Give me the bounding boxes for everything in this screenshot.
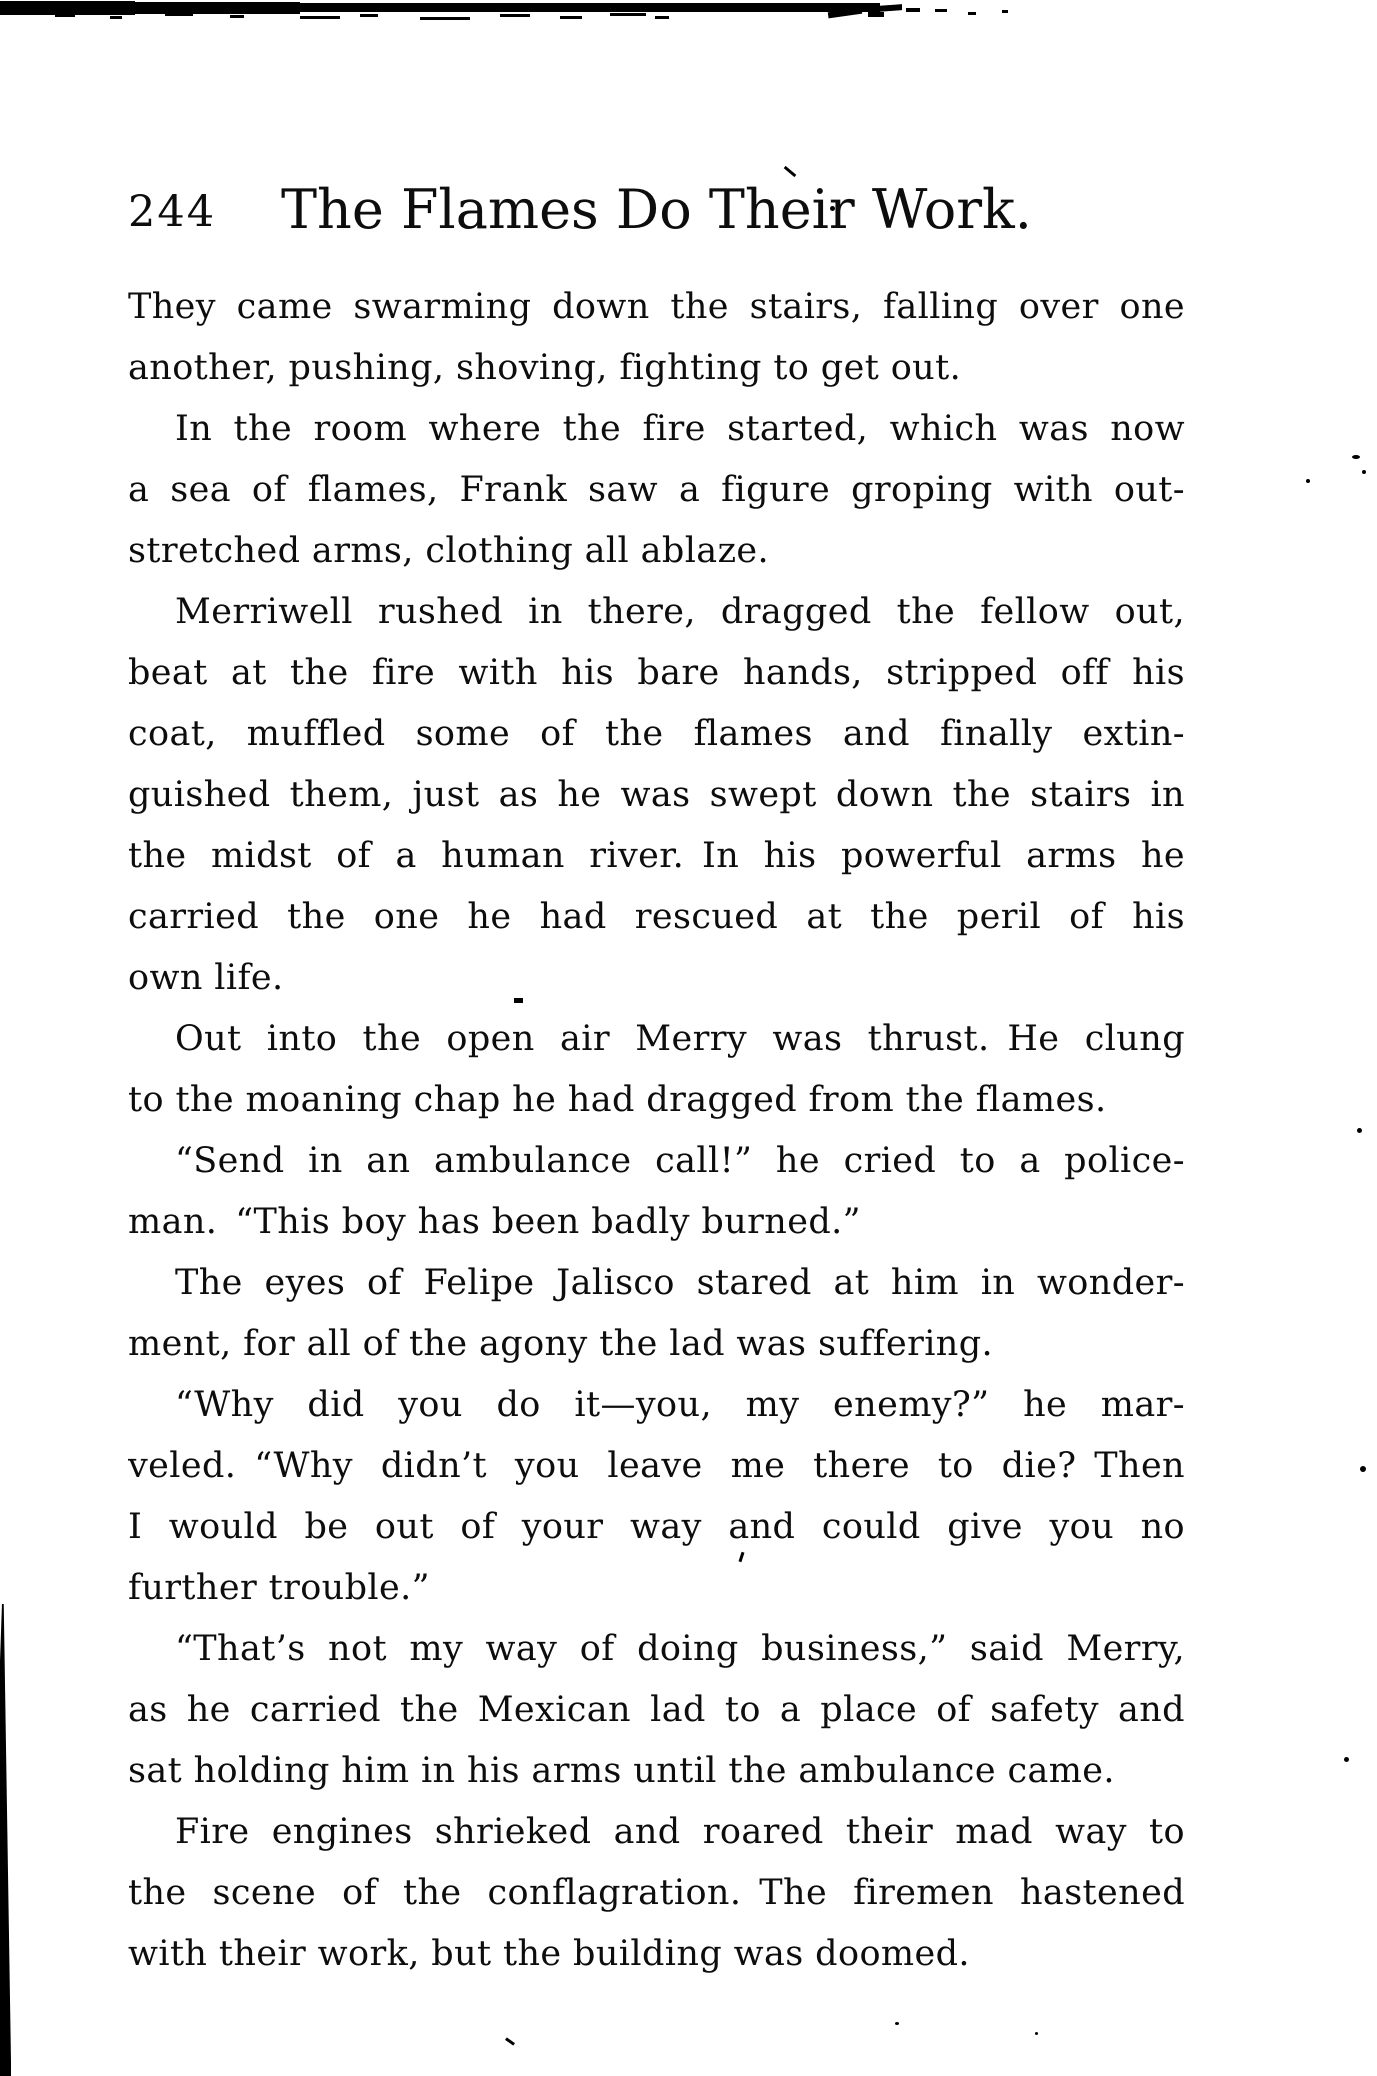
scan-speck [1306,479,1310,483]
text-line: veled. “Why didn’t you leave me there to die? Then [128,1446,1185,1486]
scan-speck [500,14,530,17]
scan-artifact-left-wedge [0,1604,11,2076]
scan-speck [230,15,244,18]
scan-speck [420,17,470,20]
text-line: a sea of flames, Frank saw a figure groping with out- [128,470,1185,510]
scan-speck [1002,10,1008,13]
text-line: stretched arms, clothing all ablaze. [128,531,770,571]
text-line: beat at the fire with his bare hands, stripped off his [128,653,1185,693]
running-head [128,178,1185,242]
scan-speck [300,16,340,19]
text-line: guished them, just as he was swept down the stairs in [128,775,1185,815]
text-line: The eyes of Felipe Jalisco stared at him in wonder- [175,1263,1185,1303]
text-line: carried the one he had rescued at the peril of his [128,897,1185,937]
page-number: 244 [128,187,217,237]
scan-speck [505,2037,515,2045]
scan-speck [1357,1128,1362,1133]
text-line: as he carried the Mexican lad to a place of safety and [128,1690,1185,1730]
scan-speck [1344,1757,1349,1762]
scan-artifact-bar-tail [906,8,920,12]
scan-speck [165,13,193,16]
scan-speck [784,166,797,177]
text-line: “That’s not my way of doing business,” said Merry, [175,1629,1185,1669]
text-line: another, pushing, shoving, fighting to get out. [128,348,962,388]
page-body [128,277,1185,1985]
text-line: They came swarming down the stairs, falling over one [128,287,1185,327]
scan-speck [968,12,976,15]
text-line: “Send in an ambulance call!” he cried to a police- [175,1141,1185,1181]
scan-speck [1035,2032,1038,2035]
scan-speck [560,16,582,19]
scan-speck [610,13,646,16]
text-line: ment, for all of the agony the lad was suffering. [128,1324,994,1364]
text-line: sat holding him in his arms until the ambulance came. [128,1751,1115,1791]
text-line: In the room where the fire started, which was now [175,409,1185,449]
scan-speck [360,14,378,17]
scan-speck [895,2022,899,2025]
scan-artifact-bar-tail [878,4,902,12]
scan-speck [55,14,75,17]
text-line: Merriwell rushed in there, dragged the fellow out, [175,592,1185,632]
text-line: with their work, but the building was doomed. [128,1934,970,1974]
text-line: Fire engines shrieked and roared their mad way to [175,1812,1185,1852]
text-line: own life. [128,958,284,998]
scan-speck [1352,455,1360,459]
text-line: man. “This boy has been badly burned.” [128,1202,861,1242]
scan-speck [655,16,669,19]
text-line: further trouble.” [128,1568,430,1608]
scan-speck [110,16,122,19]
text-line: the scene of the conflagration. The firemen hastened [128,1873,1185,1913]
scan-artifact-bar-squiggle [868,12,884,17]
scan-speck [935,9,947,12]
scan-speck [1360,1466,1366,1472]
text-line: to the moaning chap he had dragged from the flames. [128,1080,1107,1120]
text-line: Out into the open air Merry was thrust. He clung [175,1019,1185,1059]
scan-artifact-top-bar-cap [0,1,135,15]
text-line: the midst of a human river. In his powerful arms he [128,836,1185,876]
text-line: coat, muffled some of the flames and finally extin- [128,714,1185,754]
page-title: The Flames Do Their Work. [281,178,1032,241]
text-line: “Why did you do it—you, my enemy?” he mar- [175,1385,1185,1425]
scan-speck [1362,470,1366,474]
text-line: I would be out of your way and could give you no [128,1507,1185,1547]
